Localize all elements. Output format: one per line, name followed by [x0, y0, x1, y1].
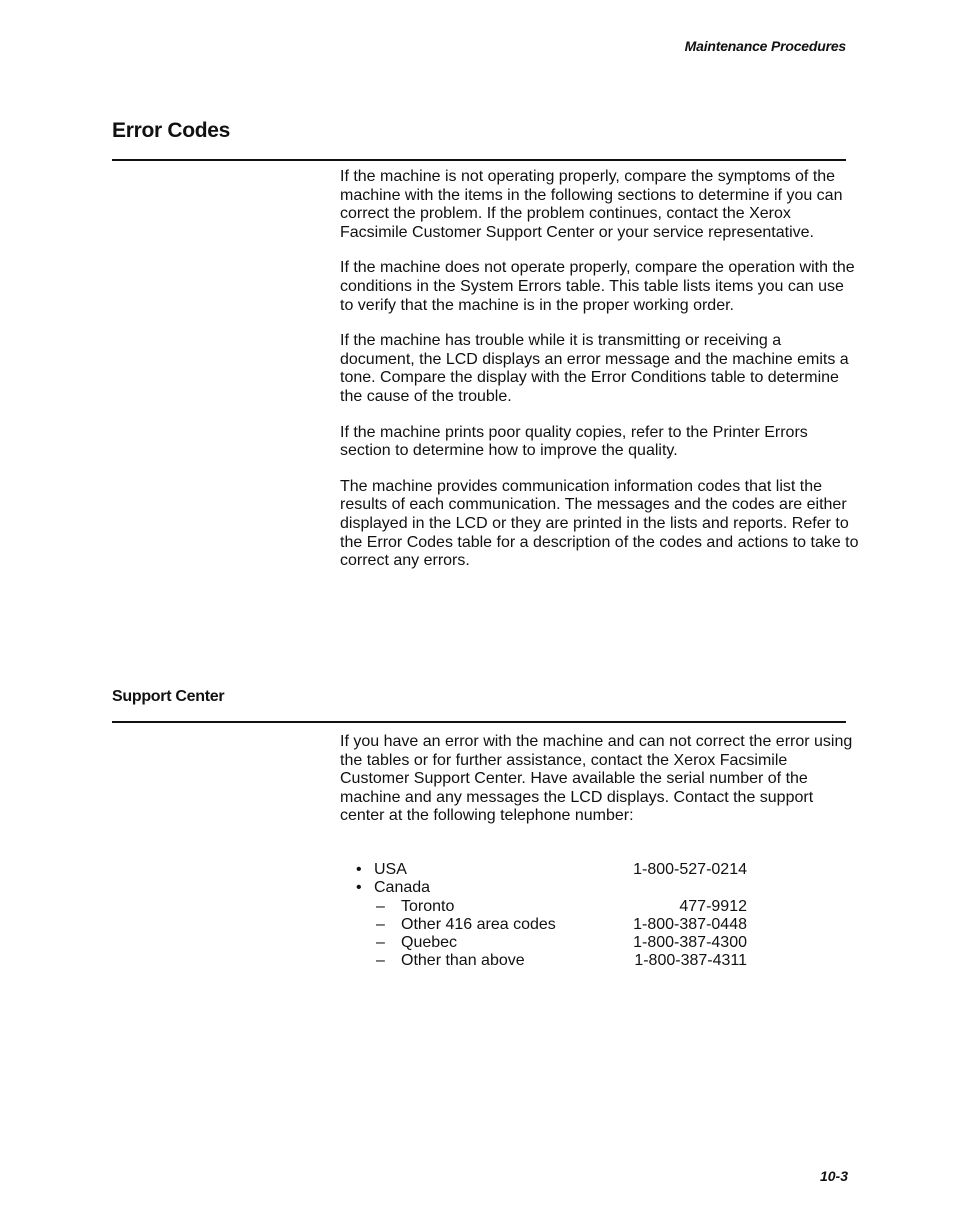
phone-number: 1-800-387-0448	[633, 915, 747, 933]
region-label: Canada	[374, 879, 431, 897]
list-item	[356, 879, 756, 897]
support-center-body	[340, 733, 860, 843]
section-divider	[112, 721, 846, 723]
dash: –	[376, 915, 385, 933]
region-label: Quebec	[401, 934, 458, 952]
list-item	[356, 916, 756, 934]
phone-number: 1-800-387-4311	[634, 952, 747, 970]
paragraph: If the machine prints poor quality copies, refer to the Printer Errors section to determine how to improve the quality.	[340, 423, 808, 460]
paragraph: If you have an error with the machine and can not correct the error using the tables or for further assistance, contact the Xerox Facsimile Customer Support Center. Have available the serial number of the machine and any messages the LCD displays. Contact the support center at the following telephone number:	[340, 733, 853, 825]
section-divider	[112, 159, 846, 161]
running-header: Maintenance Procedures	[684, 38, 846, 54]
paragraph: The machine provides communication information codes that list the results of each communication. The messages and the codes are either displayed in the LCD or they are printed in the lists and reports. Refer to the Error Codes table for a description of the codes and actions to take to correct any errors.	[340, 477, 859, 570]
list-item	[356, 952, 756, 970]
bullet: •	[356, 879, 362, 897]
support-phone-list	[356, 861, 756, 971]
page-number: 10-3	[819, 1168, 848, 1184]
dash: –	[376, 934, 385, 952]
region-label: Other 416 area codes	[401, 915, 556, 933]
paragraph: If the machine has trouble while it is transmitting or receiving a document, the LCD displays an error message and the machine emits a tone. Compare the display with the Error Conditions table to determine the cause of the trouble.	[340, 332, 849, 405]
phone-number: 477-9912	[679, 897, 747, 915]
section-title-support-center: Support Center	[112, 688, 225, 705]
list-item	[356, 861, 756, 879]
dash: –	[376, 952, 385, 970]
bullet: •	[356, 861, 362, 878]
region-label: USA	[374, 861, 407, 878]
phone-number: 1-800-387-4300	[633, 934, 747, 952]
list-item	[356, 934, 756, 952]
region-label: Toronto	[401, 897, 455, 915]
paragraph: If the machine does not operate properly, compare the operation with the conditions in the System Errors table. This table lists items you can use to verify that the machine is in the proper working order.	[340, 259, 855, 314]
region-label: Other than above	[401, 952, 525, 970]
phone-number: 1-800-527-0214	[633, 861, 747, 878]
list-item	[356, 898, 756, 916]
error-codes-body	[340, 168, 860, 588]
dash: –	[376, 897, 385, 915]
section-title-error-codes: Error Codes	[112, 119, 231, 142]
paragraph: If the machine is not operating properly, compare the symptoms of the machine with the items in the following sections to determine if you can correct the problem. If the problem continues, contact the Xerox Facsimile Customer Support Center or your service representative.	[340, 168, 843, 241]
